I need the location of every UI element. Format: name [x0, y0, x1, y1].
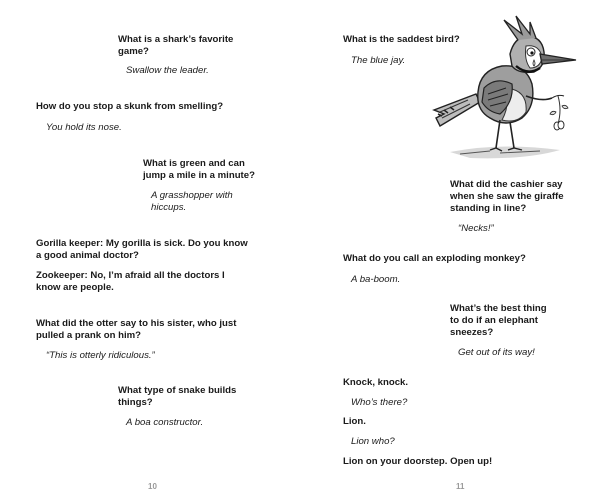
speaker-label: Gorilla keeper:	[36, 238, 104, 249]
question-line: What do you call an exploding monkey?	[343, 253, 526, 264]
dialog-text: No, I’m afraid all the doctors I	[87, 270, 225, 281]
knock-line-2: Who’s there?	[351, 397, 408, 408]
joke-skunk	[36, 101, 223, 134]
joke-answer	[450, 347, 547, 359]
answer-line: A boa constructor.	[126, 417, 204, 428]
question-line: pulled a prank on him?	[36, 330, 142, 341]
knock-line-1: Knock, knock.	[343, 377, 409, 388]
question-line: What type of snake builds	[118, 385, 237, 396]
joke-question	[36, 318, 236, 342]
answer-line: Swallow the leader.	[126, 65, 209, 76]
answer-line: hiccups.	[151, 202, 187, 213]
knock-line-5: Lion on your doorstep. Open up!	[343, 456, 493, 467]
joke-answer	[36, 350, 236, 362]
question-line: game?	[118, 46, 149, 57]
dialog-text: know are people.	[36, 282, 114, 293]
joke-answer	[343, 274, 526, 286]
question-line: things?	[118, 397, 153, 408]
question-line: standing in line?	[450, 203, 527, 214]
question-line: What did the cashier say	[450, 179, 563, 190]
knock-line-4: Lion who?	[351, 436, 395, 447]
joke-question	[118, 34, 233, 58]
joke-answer	[118, 65, 233, 77]
joke-answer	[36, 122, 223, 134]
joke-answer	[143, 190, 255, 214]
answer-line: You hold its nose.	[46, 122, 122, 133]
joke-monkey	[343, 253, 526, 286]
answer-line: A ba-boom.	[351, 274, 401, 285]
joke-grasshopper	[143, 158, 255, 214]
dialog-text: a good animal doctor?	[36, 250, 139, 261]
answer-line: “Necks!”	[458, 223, 494, 234]
joke-question	[118, 385, 236, 409]
question-line: What is the saddest bird?	[343, 34, 460, 45]
joke-elephant	[450, 303, 547, 359]
dialog-line-1	[36, 238, 248, 262]
blue-jay-bird-illustration	[430, 14, 580, 164]
joke-otter	[36, 318, 236, 362]
dialog-text: My gorilla is sick. Do you know	[103, 238, 248, 249]
knock-knock-joke	[343, 377, 492, 468]
joke-question	[143, 158, 255, 182]
joke-shark	[118, 34, 233, 77]
question-line: to do if an elephant	[450, 315, 538, 326]
question-line: How do you stop a skunk from smelling?	[36, 101, 224, 112]
page-number: 10	[148, 482, 157, 491]
question-line: What is a shark’s favorite	[118, 34, 234, 45]
joke-giraffe	[450, 179, 564, 235]
question-line: sneezes?	[450, 327, 494, 338]
answer-line: The blue jay.	[351, 55, 406, 66]
joke-question	[36, 101, 223, 113]
knock-line-3: Lion.	[343, 416, 366, 427]
joke-question	[343, 253, 526, 265]
question-line: What is green and can	[143, 158, 245, 169]
joke-snake	[118, 385, 236, 429]
answer-line: Get out of its way!	[458, 347, 535, 358]
speaker-label: Zookeeper:	[36, 270, 88, 281]
answer-line: A grasshopper with	[151, 190, 233, 201]
joke-question	[450, 179, 564, 215]
question-line: jump a mile in a minute?	[143, 170, 255, 181]
dialog-line-2	[36, 270, 248, 294]
question-line: What did the otter say to his sister, who just	[36, 318, 237, 329]
question-line: when she saw the giraffe	[450, 191, 564, 202]
page-number: 11	[456, 482, 465, 491]
joke-answer	[450, 223, 564, 235]
joke-answer	[118, 417, 236, 429]
question-line: What’s the best thing	[450, 303, 547, 314]
joke-question	[450, 303, 547, 339]
answer-line: “This is otterly ridiculous.”	[46, 350, 155, 361]
dialog-gorilla	[36, 238, 248, 294]
